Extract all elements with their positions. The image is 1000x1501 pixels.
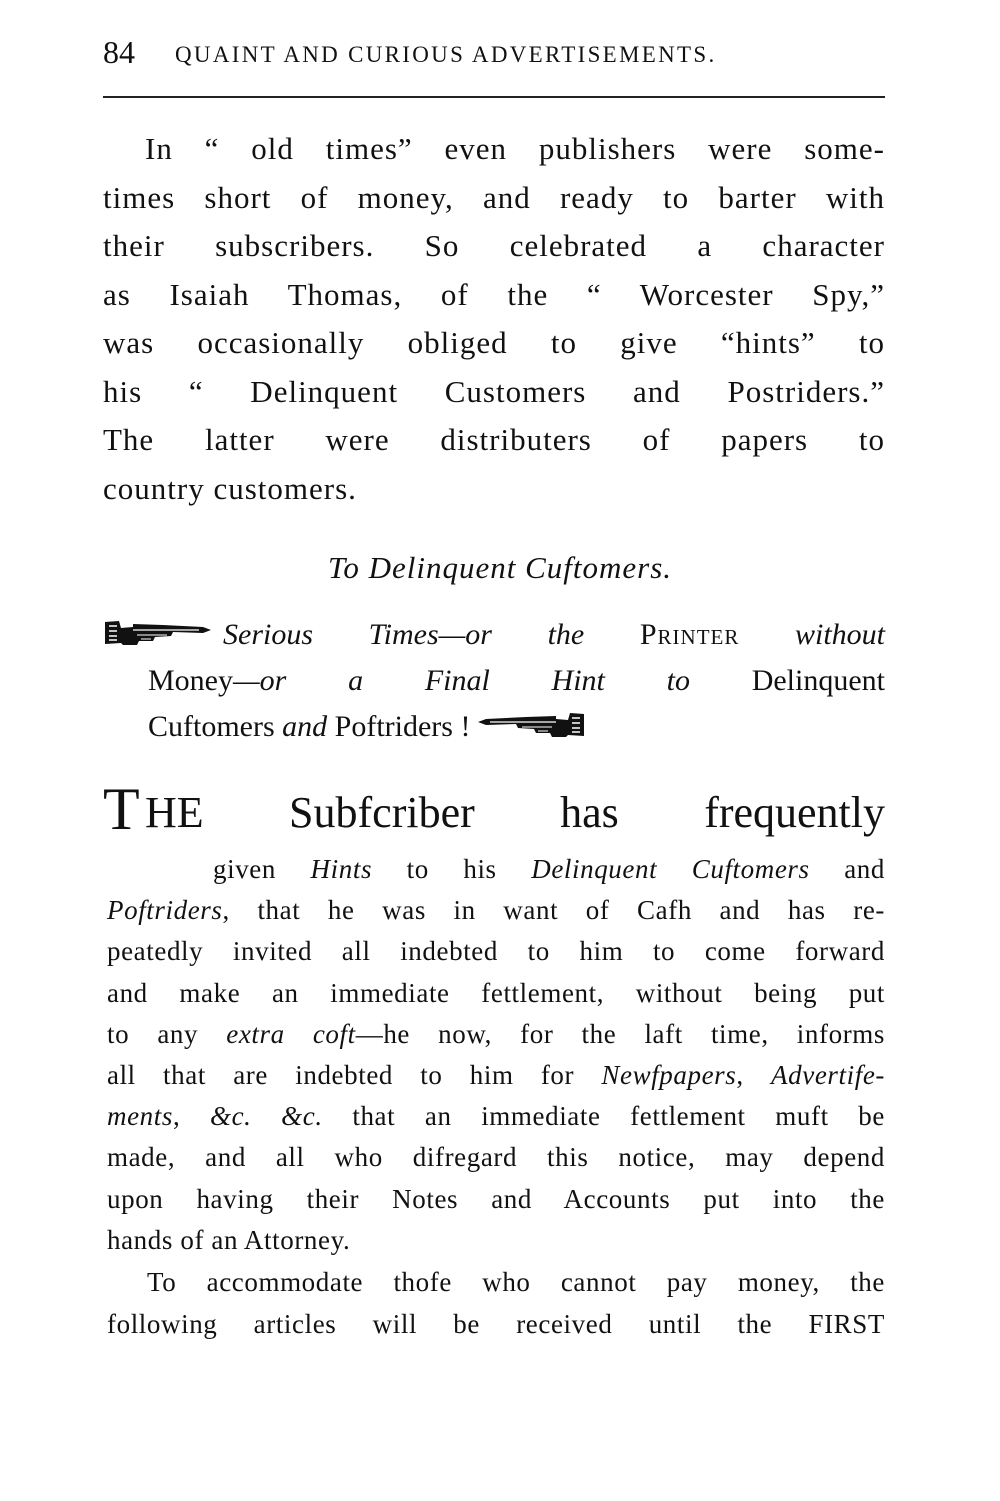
body-line: all that are indebted to him for Newfpapers, Advertife- (107, 1060, 885, 1091)
lead-line (103, 778, 885, 848)
body-line: following articles will be received until the FIRST (107, 1308, 885, 1339)
body-line: given Hints to his Delinquent Cuftomers and (213, 854, 885, 884)
pointing-hand-left-icon (476, 710, 586, 740)
body-line: peatedly invited all indebted to him to come forward (107, 936, 885, 967)
intro-line: was occasionally obliged to give “hints” to (103, 325, 885, 360)
body-line: To accommodate thofe who cannot pay money, the (147, 1267, 885, 1297)
body-line: made, and all who difregard this notice, may depend (107, 1142, 885, 1173)
body-line: and make an immediate fettlement, without being put (107, 977, 885, 1008)
intro-line: country customers. (103, 470, 357, 506)
intro-line: The latter were distributers of papers to (103, 422, 885, 457)
headline-line: Serious Times—or the Printer without (103, 612, 885, 658)
page-header (103, 34, 885, 74)
running-title: QUAINT AND CURIOUS ADVERTISEMENTS. (175, 42, 717, 67)
lead-text: HE Subfcriber has frequently (145, 788, 885, 837)
intro-line: times short of money, and ready to barter with (103, 179, 885, 215)
intro-line: In “ old times” even publishers were some- (145, 131, 885, 166)
body-line: hands of an Attorney. (107, 1224, 351, 1255)
advertisement-paragraph-2 (107, 1262, 885, 1345)
header-rule (103, 96, 885, 98)
drop-cap: T (103, 776, 140, 842)
intro-paragraph (103, 125, 885, 513)
intro-line: their subscribers. So celebrated a character (103, 228, 885, 263)
body-line: Poftriders, that he was in want of Cafh and has re- (107, 895, 885, 926)
page-number: 84 (103, 34, 135, 70)
body-line: upon having their Notes and Accounts put into the (107, 1183, 885, 1214)
intro-line: his “ Delinquent Customers and Postriders.” (103, 373, 885, 409)
headline-line: Cuftomers and Poftriders ! (103, 704, 885, 750)
advertisement-body (107, 849, 885, 1261)
body-line: to any extra coft—he now, for the laft time, informs (107, 1018, 885, 1049)
headline-line: Money—or a Final Hint to Delinquent (148, 664, 885, 697)
pointing-hand-right-icon (103, 618, 215, 648)
advertisement-headline (103, 612, 885, 750)
intro-line: as Isaiah Thomas, of the “ Worcester Spy,” (103, 276, 885, 312)
body-line: ments, &c. &c. that an immediate fettlement muft be (107, 1101, 885, 1132)
advertisement-title: To Delinquent Cuftomers. (327, 550, 673, 585)
